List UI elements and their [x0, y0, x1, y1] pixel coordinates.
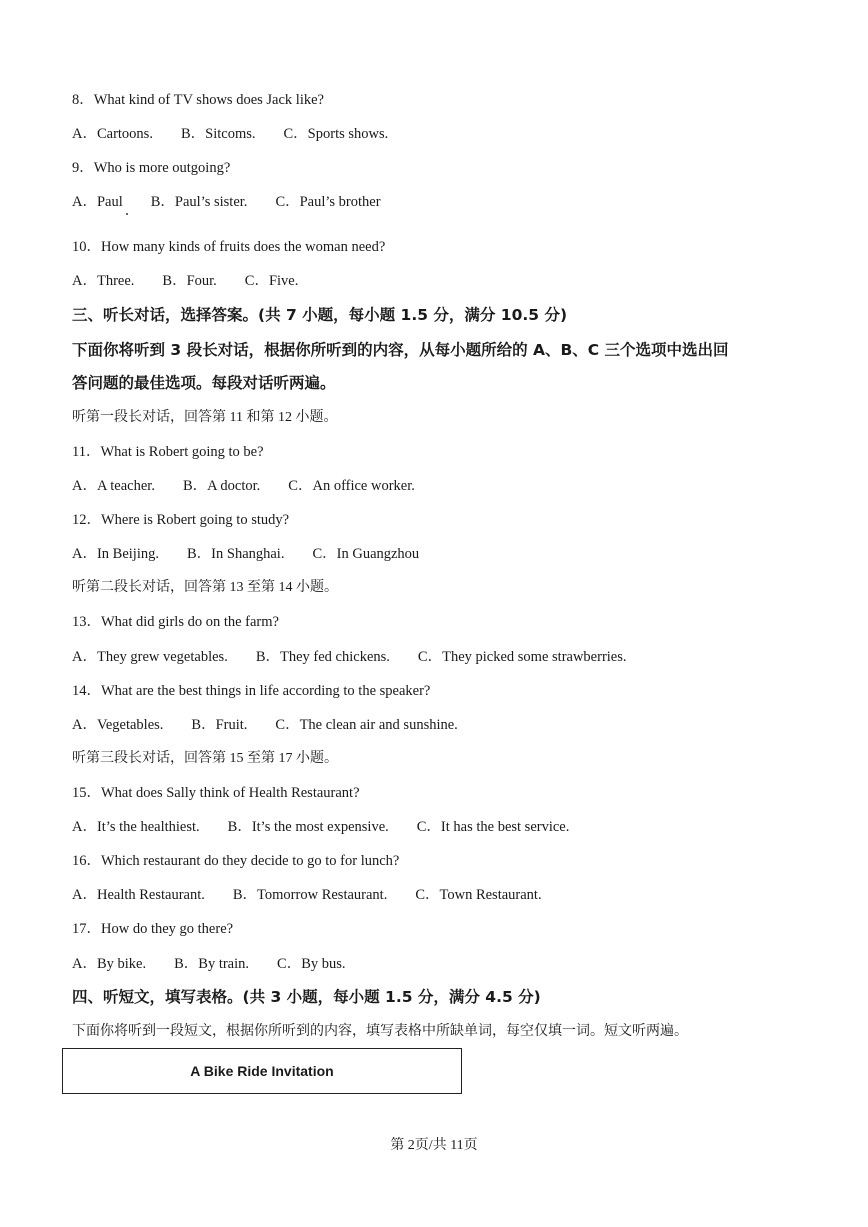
option-c: C．Town Restaurant.: [415, 887, 542, 903]
option-b: B．Paul’s sister.: [150, 194, 248, 210]
option-a: A．Health Restaurant.: [72, 887, 205, 903]
question-11-options: [72, 476, 443, 496]
invitation-table: [62, 1048, 462, 1094]
option-b: B．In Shanghai.: [187, 546, 285, 562]
option-c: C．Five.: [244, 273, 299, 289]
option-a: A．A teacher.: [72, 478, 155, 494]
option-a: A．In Beijing.: [72, 546, 159, 562]
question-13: 13．What did girls do on the farm?: [72, 614, 279, 630]
option-c: C．It has the best service.: [416, 819, 570, 835]
option-c: C．In Guangzhou: [312, 546, 420, 562]
table-title: A Bike Ride Invitation: [190, 1063, 334, 1079]
question-14: 14．What are the best things in life according to the speaker?: [72, 683, 431, 699]
option-a: A．By bike.: [72, 956, 147, 972]
option-b: B．By train.: [174, 956, 250, 972]
option-a: A．Vegetables.: [72, 717, 164, 733]
section-3-heading: 三、听长对话，选择答案。(共 7 小题，每小题 1.5 分，满分 10.5 分): [72, 306, 568, 324]
question-12: 12．Where is Robert going to study?: [72, 512, 290, 528]
question-8-options: [72, 124, 416, 144]
question-17: 17．How do they go there?: [72, 921, 234, 937]
question-15: 15．What does Sally think of Health Restaurant?: [72, 785, 360, 801]
option-b: B．Tomorrow Restaurant.: [232, 887, 388, 903]
section-4-instruction: 下面你将听到一段短文，根据你所听到的内容，填写表格中所缺单词，每空仅填一词。短文听两遍。: [72, 1024, 688, 1039]
option-a: A．They grew vegetables.: [72, 649, 228, 665]
option-a: A．It’s the healthiest.: [72, 819, 200, 835]
question-17-options: [72, 954, 374, 974]
option-b: B．It’s the most expensive.: [227, 819, 389, 835]
option-a: A．Paul: [72, 194, 123, 210]
question-10: 10．How many kinds of fruits does the woman need?: [72, 239, 386, 255]
option-a: A．Cartoons.: [72, 126, 153, 142]
question-16: 16．Which restaurant do they decide to go to for lunch?: [72, 853, 400, 869]
question-9-options: [72, 192, 409, 212]
option-c: C．Paul’s brother: [275, 194, 381, 210]
question-16-options: [72, 885, 570, 905]
dialog-3-instruction: 听第三段长对话，回答第 15 至第 17 小题。: [72, 751, 338, 766]
question-9: 9．Who is more outgoing?: [72, 160, 231, 176]
question-12-options: [72, 544, 447, 564]
dialog-2-instruction: 听第二段长对话，回答第 13 至第 14 小题。: [72, 580, 338, 595]
dialog-1-instruction: 听第一段长对话，回答第 11 和第 12 小题。: [72, 410, 338, 425]
stray-dot: [126, 213, 128, 215]
option-c: C．By bus.: [277, 956, 346, 972]
question-10-options: [72, 271, 326, 291]
option-b: B．Four.: [162, 273, 217, 289]
question-13-options: [72, 647, 655, 667]
section-3-instruction-line1: 下面你将听到 3 段长对话，根据你所听到的内容，从每小题所给的 A、B、C 三个选项中选出回: [72, 341, 729, 359]
option-c: C．An office worker.: [288, 478, 415, 494]
section-3-instruction-line2: 答问题的最佳选项。每段对话听两遍。: [72, 374, 336, 392]
option-c: C．They picked some strawberries.: [417, 649, 627, 665]
section-4-heading: 四、听短文，填写表格。(共 3 小题，每小题 1.5 分，满分 4.5 分): [72, 988, 541, 1006]
question-14-options: [72, 715, 486, 735]
option-a: A．Three.: [72, 273, 135, 289]
option-c: C．Sports shows.: [283, 126, 389, 142]
option-b: B．A doctor.: [182, 478, 261, 494]
question-11: 11．What is Robert going to be?: [72, 444, 264, 460]
option-b: B．Fruit.: [191, 717, 248, 733]
question-15-options: [72, 817, 597, 837]
option-b: B．They fed chickens.: [255, 649, 390, 665]
option-b: B．Sitcoms.: [180, 126, 256, 142]
option-c: C．The clean air and sunshine.: [275, 717, 458, 733]
question-8: 8．What kind of TV shows does Jack like?: [72, 92, 324, 108]
page-footer: 第 2页/共 11页: [390, 1138, 478, 1153]
